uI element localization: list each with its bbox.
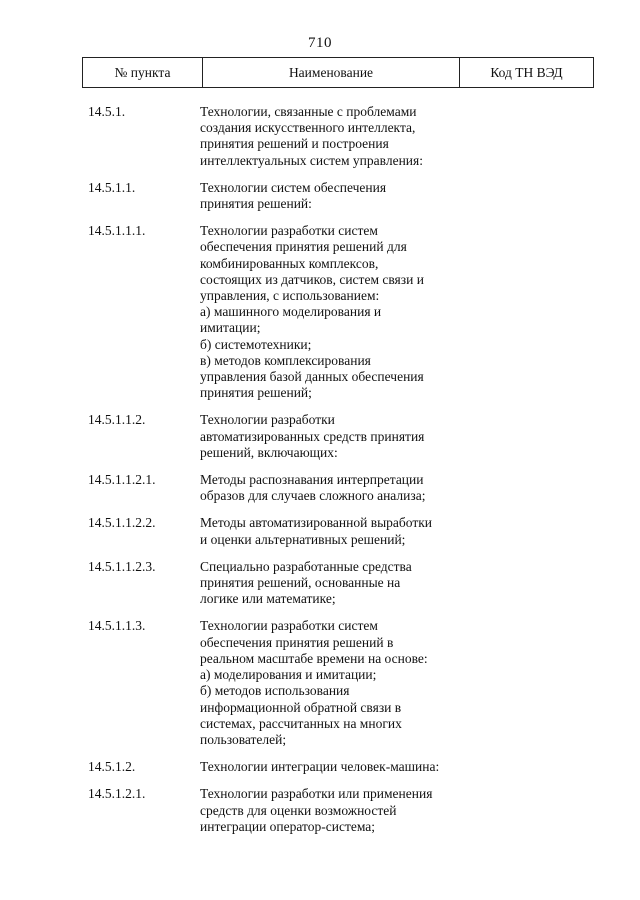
- description-line: Технологии разработки систем: [200, 223, 378, 239]
- list-item: [88, 759, 458, 775]
- item-number: 14.5.1.1.: [88, 179, 136, 195]
- entries-list: [88, 104, 458, 846]
- header-col-name: Наименование: [203, 58, 460, 88]
- description-line: Технологии, связанные с проблемами: [200, 104, 417, 119]
- header-col-number: № пункта: [83, 58, 203, 88]
- description-line: пользователей;: [200, 731, 287, 747]
- description-line: интеллектуальных систем управления:: [200, 152, 423, 168]
- description-line: Технологии разработки или применения: [200, 786, 433, 802]
- item-number: 14.5.1.: [88, 104, 126, 119]
- description-line: решений, включающих:: [200, 444, 338, 460]
- item-description: [200, 223, 450, 401]
- description-line: Методы распознавания интерпретации: [200, 472, 424, 488]
- list-item: [88, 786, 458, 835]
- description-line: информационной обратной связи в: [200, 699, 402, 715]
- item-description: [200, 412, 450, 461]
- description-line: создания искусственного интеллекта,: [200, 120, 416, 136]
- item-number: 14.5.1.1.1.: [88, 223, 146, 239]
- description-line: принятия решений:: [200, 196, 312, 212]
- description-line: интеграции оператор-система;: [200, 818, 376, 834]
- description-line: управления базой данных обеспечения: [200, 369, 424, 385]
- description-line: а) машинного моделирования и: [200, 304, 382, 320]
- table-header: [82, 57, 594, 88]
- list-item: [88, 515, 458, 547]
- description-line: обеспечения принятия решений для: [200, 239, 407, 255]
- description-line: в) методов комплексирования: [200, 352, 371, 368]
- description-line: системах, рассчитанных на многих: [200, 715, 402, 731]
- item-number: 14.5.1.1.2.: [88, 412, 146, 428]
- item-number: 14.5.1.1.2.2.: [88, 515, 156, 531]
- description-line: комбинированных комплексов,: [200, 255, 379, 271]
- item-number: 14.5.1.2.1.: [88, 786, 146, 802]
- description-line: принятия решений;: [200, 385, 312, 401]
- description-line: а) моделирования и имитации;: [200, 667, 377, 683]
- item-number: 14.5.1.1.2.3.: [88, 558, 156, 574]
- item-number: 14.5.1.1.2.1.: [88, 472, 156, 488]
- description-line: имитации;: [200, 320, 261, 336]
- item-number: 14.5.1.2.: [88, 759, 136, 775]
- item-number: 14.5.1.1.3.: [88, 618, 146, 634]
- description-line: обеспечения принятия решений в: [200, 634, 394, 650]
- description-line: Технологии интеграции человек-машина:: [200, 759, 440, 775]
- list-item: [88, 412, 458, 461]
- list-item: [88, 472, 458, 504]
- description-line: и оценки альтернативных решений;: [200, 531, 406, 547]
- item-description: [200, 472, 450, 504]
- description-line: б) системотехники;: [200, 336, 312, 352]
- description-line: Технологии разработки систем: [200, 618, 378, 634]
- list-item: [88, 618, 458, 748]
- item-description: [200, 559, 450, 608]
- description-line: Методы автоматизированной выработки: [200, 515, 433, 531]
- page-number: 710: [308, 35, 332, 51]
- description-line: б) методов использования: [200, 683, 350, 699]
- item-description: [200, 180, 450, 212]
- list-item: [88, 104, 458, 169]
- item-description: [200, 104, 450, 169]
- description-line: управления, с использованием:: [200, 288, 380, 304]
- description-line: принятия решений, основанные на: [200, 575, 401, 591]
- description-line: Специально разработанные средства: [200, 558, 412, 574]
- description-line: принятия решений и построения: [200, 136, 389, 152]
- item-description: [200, 618, 450, 748]
- item-description: [200, 786, 450, 835]
- list-item: [88, 559, 458, 608]
- description-line: реальном масштабе времени на основе:: [200, 650, 428, 666]
- description-line: состоящих из датчиков, систем связи и: [200, 271, 424, 287]
- list-item: [88, 223, 458, 401]
- list-item: [88, 180, 458, 212]
- header-col-code: Код ТН ВЭД: [460, 58, 594, 88]
- description-line: образов для случаев сложного анализа;: [200, 488, 426, 504]
- description-line: Технологии разработки: [200, 412, 335, 428]
- description-line: логике или математике;: [200, 591, 336, 607]
- description-line: автоматизированных средств принятия: [200, 428, 425, 444]
- item-description: [200, 515, 450, 547]
- description-line: средств для оценки возможностей: [200, 802, 397, 818]
- description-line: Технологии систем обеспечения: [200, 179, 387, 195]
- item-description: [200, 759, 450, 775]
